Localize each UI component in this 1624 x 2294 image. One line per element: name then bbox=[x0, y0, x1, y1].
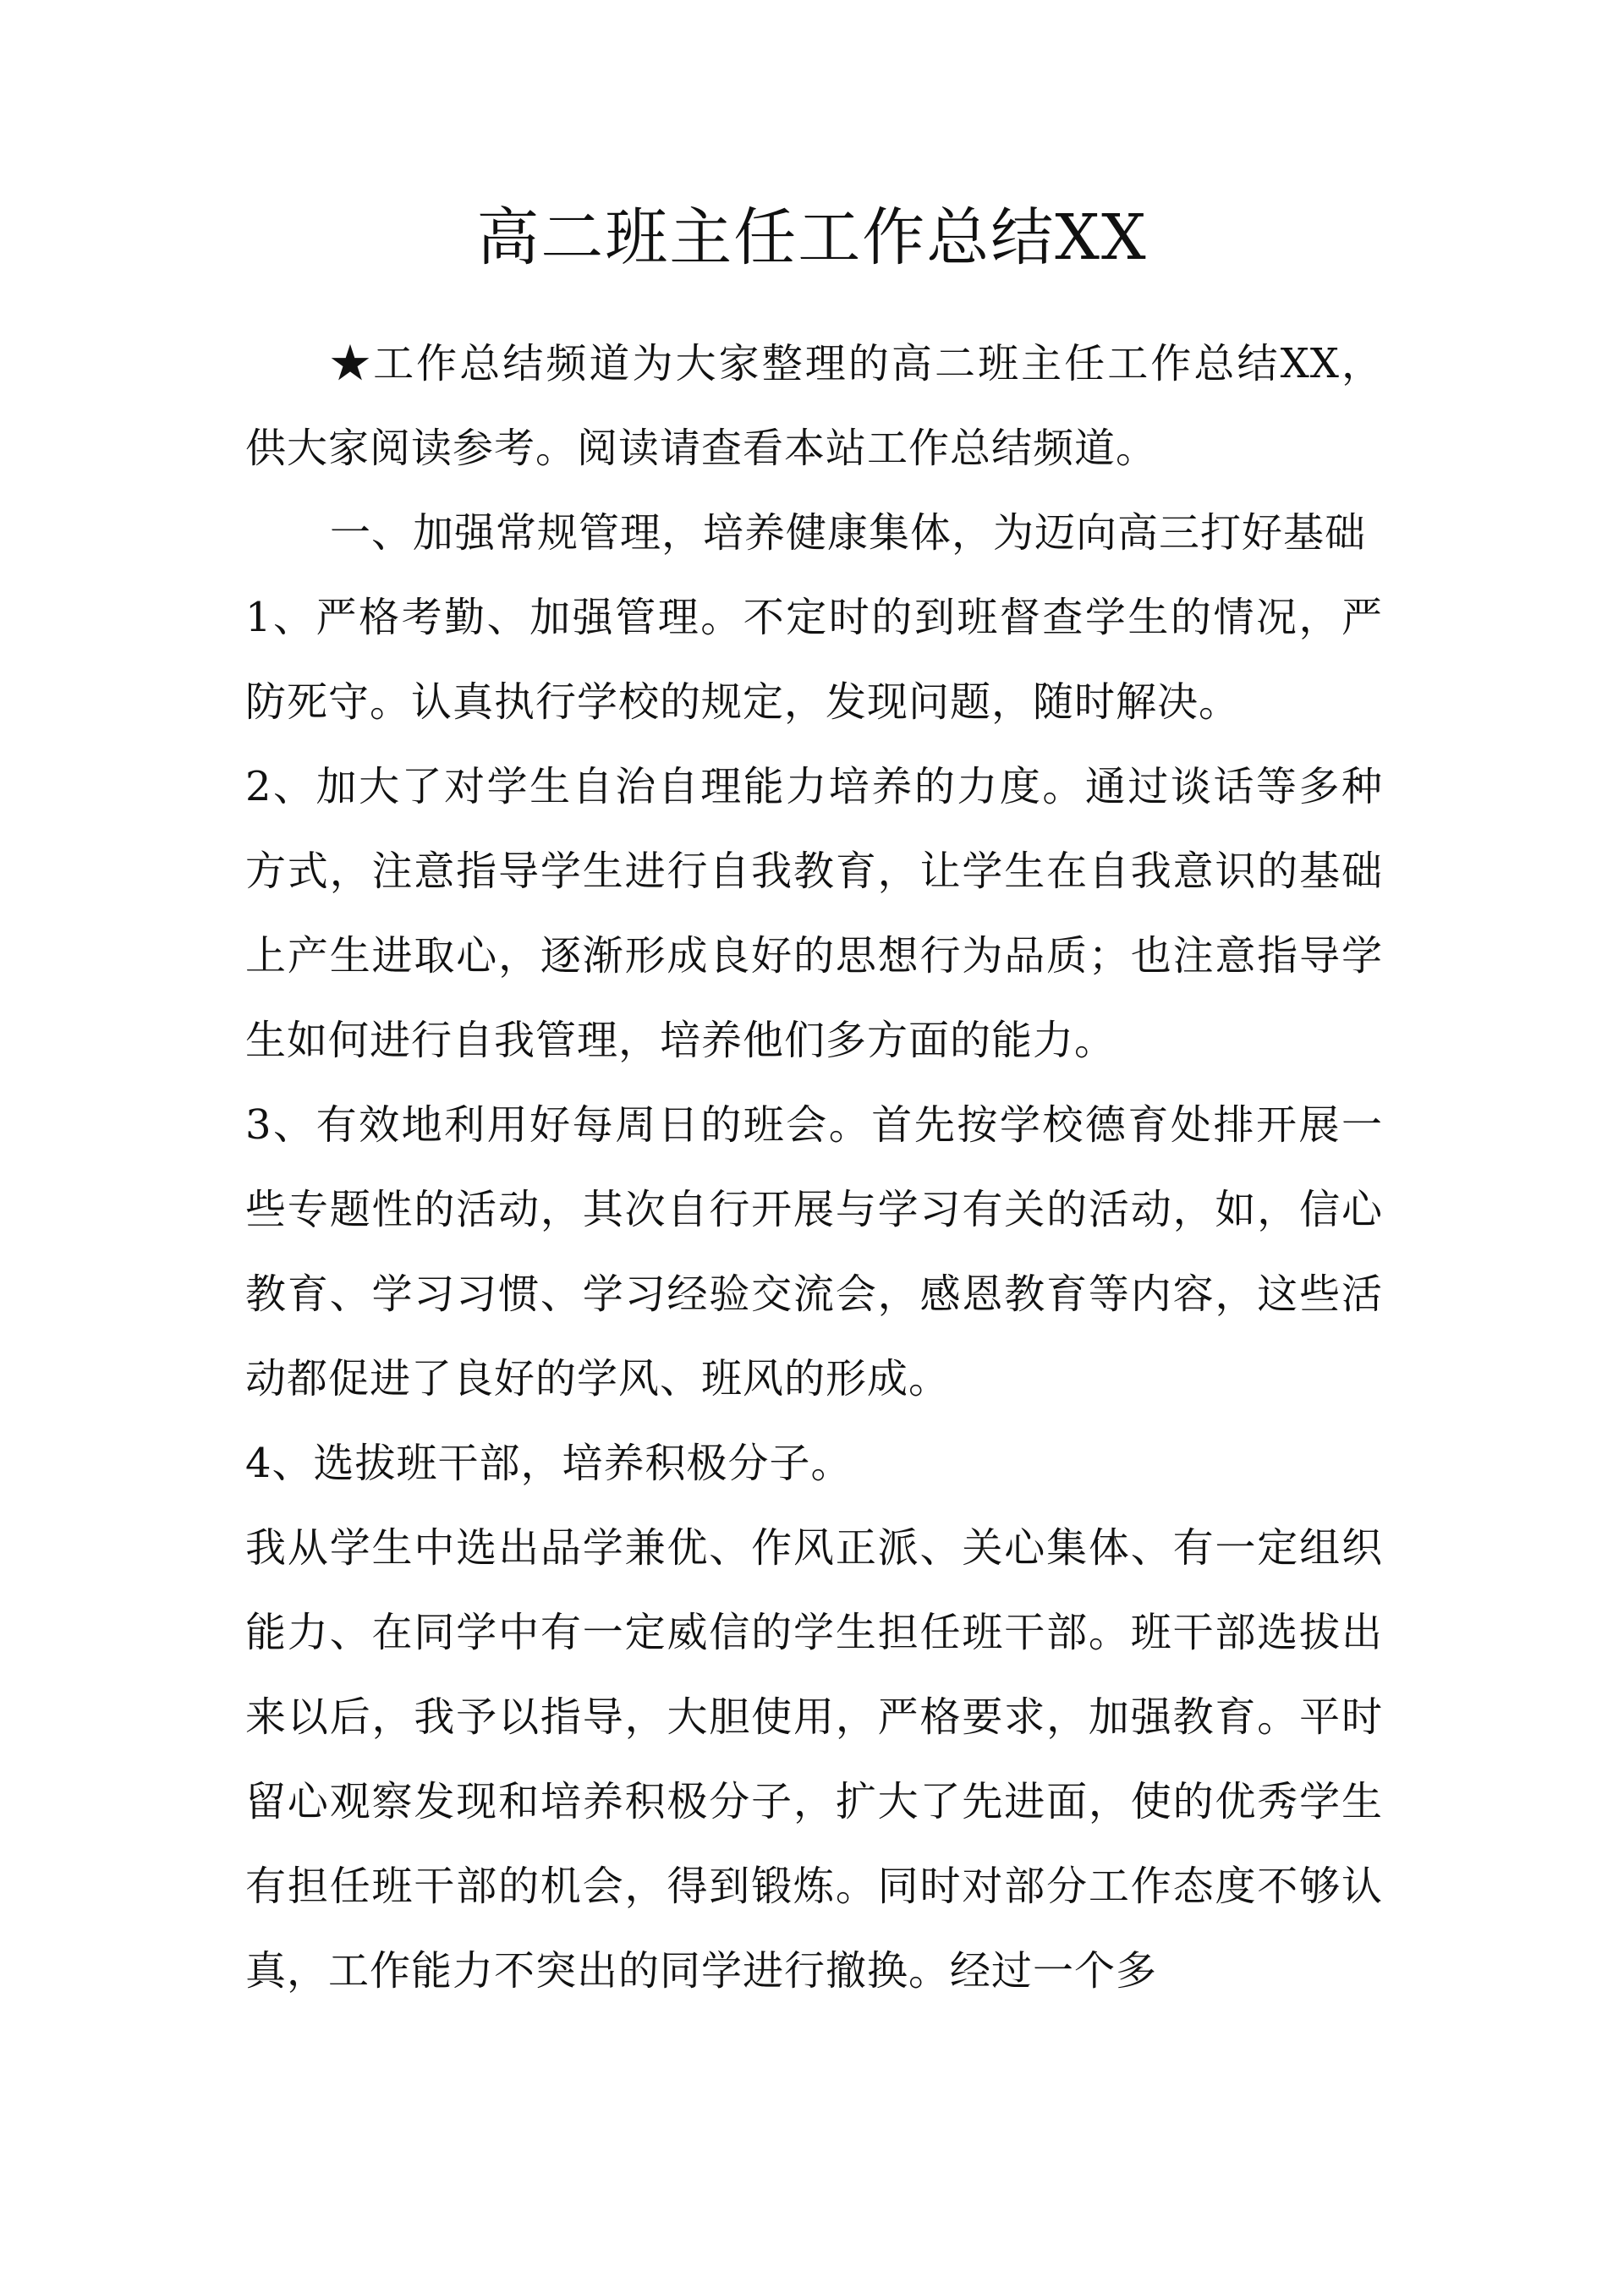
list-item-4: 4、选拔班干部，培养积极分子。 bbox=[245, 1440, 853, 1487]
document-body bbox=[245, 321, 1383, 2013]
document-title: 高二班主任工作总结XX bbox=[476, 201, 1148, 274]
intro-paragraph: ★工作总结频道为大家整理的高二班主任工作总结XX，供大家阅读参考。阅读请查看本站工作总结频道。 bbox=[245, 340, 1383, 472]
list-item-2: 2、加大了对学生自治自理能力培养的力度。通过谈话等多种方式，注意指导学生进行自我教育，让学生在自我意识的基础上产生进取心，逐渐形成良好的思想行为品质；也注意指导学生如何进行自我管理，培养他们多方面的能力。 bbox=[245, 763, 1383, 1064]
body-paragraph: 我从学生中选出品学兼优、作风正派、关心集体、有一定组织能力、在同学中有一定威信的学生担任班干部。班干部选拔出来以后，我予以指导，大胆使用，严格要求，加强教育。平时留心观察发现和培养积极分子，扩大了先进面，使的优秀学生有担任班干部的机会，得到锻炼。同时对部分工作态度不够认真，工作能力不突出的同学进行撤换。经过一个多 bbox=[245, 1524, 1383, 1995]
list-item-1: 1、严格考勤、加强管理。不定时的到班督查学生的情况，严防死守。认真执行学校的规定，发现问题，随时解决。 bbox=[245, 594, 1383, 726]
section-heading-1: 一、加强常规管理，培养健康集体，为迈向高三打好基础 bbox=[330, 509, 1367, 557]
list-item-3: 3、有效地利用好每周日的班会。首先按学校德育处排开展一些专题性的活动，其次自行开展与学习有关的活动，如，信心教育、学习习惯、学习经验交流会，感恩教育等内容，这些活动都促进了良好的学风、班风的形成。 bbox=[245, 1101, 1383, 1402]
